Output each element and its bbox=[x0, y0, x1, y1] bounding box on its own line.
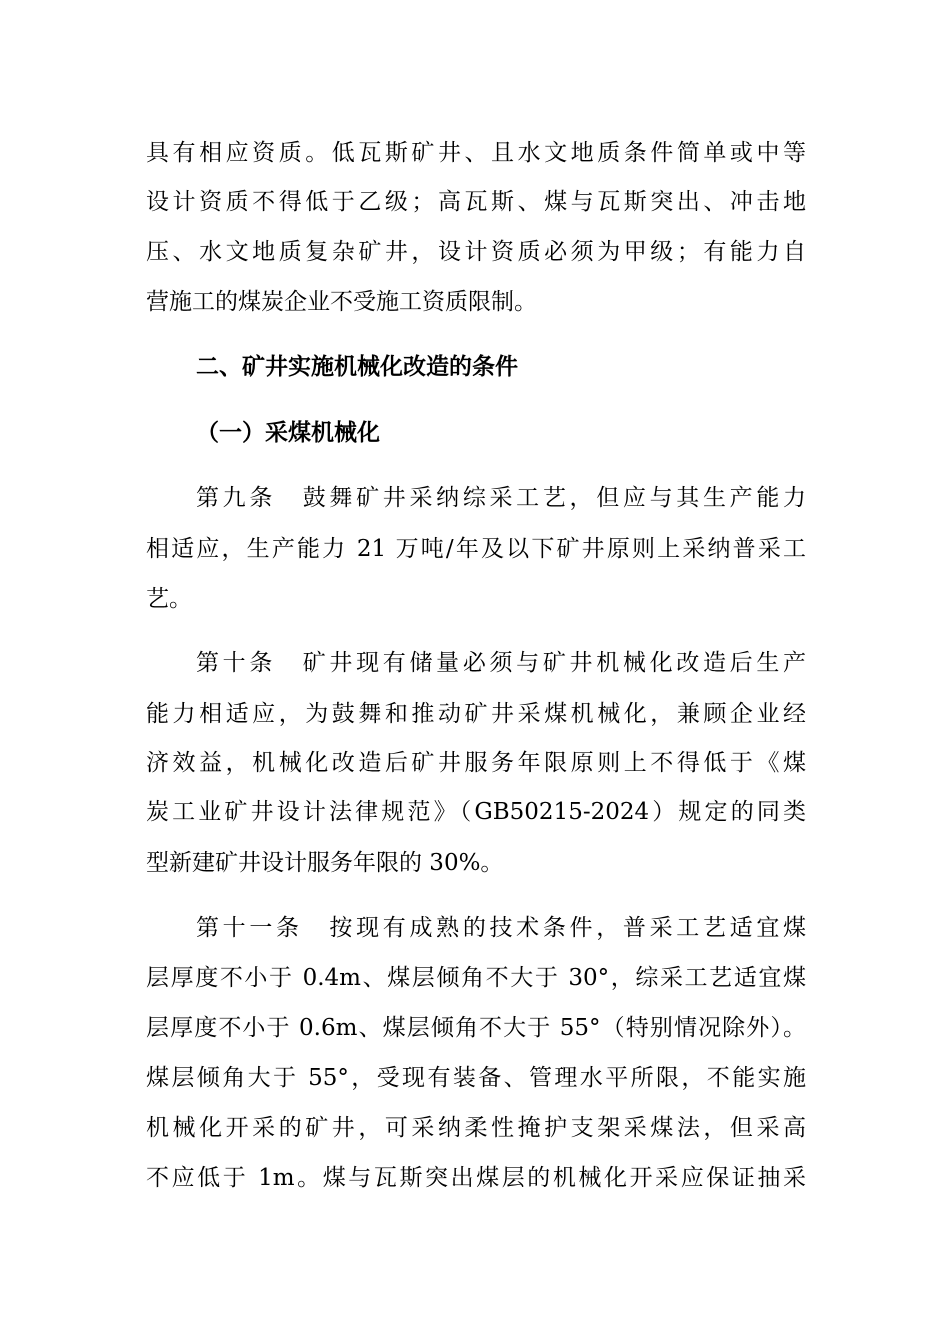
text-line: 第九条 鼓舞矿井采纳综采工艺，但应与其生产能力 bbox=[196, 485, 806, 511]
text-line: 具有相应资质。低瓦斯矿井、且水文地质条件简单或中等 bbox=[146, 140, 806, 166]
text-line: 能力相适应，为鼓舞和推动矿井采煤机械化，兼顾企业经 bbox=[146, 701, 806, 727]
text-line: 层厚度不小于 0.4m、煤层倾角不大于 30°，综采工艺适宜煤 bbox=[146, 965, 806, 991]
text-line: 型新建矿井设计服务年限的 30%。 bbox=[146, 850, 504, 876]
text-line: 机械化开采的矿井，可采纳柔性掩护支架采煤法，但采高 bbox=[146, 1115, 806, 1141]
text-line: 第十条 矿井现有储量必须与矿井机械化改造后生产 bbox=[196, 650, 806, 676]
text-line: 营施工的煤炭企业不受施工资质限制。 bbox=[146, 289, 537, 315]
text-line: 不应低于 1m。煤与瓦斯突出煤层的机械化开采应保证抽采 bbox=[146, 1165, 806, 1191]
text-line: 煤层倾角大于 55°，受现有装备、管理水平所限，不能实施 bbox=[146, 1065, 806, 1091]
text-line: 相适应，生产能力 21 万吨/年及以下矿井原则上采纳普采工 bbox=[146, 536, 806, 562]
text-line: 炭工业矿井设计法律规范》（GB50215-2024）规定的同类 bbox=[146, 799, 806, 825]
text-line: 设计资质不得低于乙级；高瓦斯、煤与瓦斯突出、冲击地 bbox=[146, 189, 806, 215]
text-line: 济效益，机械化改造后矿井服务年限原则上不得低于《煤 bbox=[146, 750, 806, 776]
text-line: 艺。 bbox=[146, 586, 192, 612]
text-line: 压、水文地质复杂矿井，设计资质必须为甲级；有能力自 bbox=[146, 239, 806, 265]
text-line: 层厚度不小于 0.6m、煤层倾角不大于 55°（特别情况除外）。 bbox=[146, 1015, 806, 1041]
text-line: 第十一条 按现有成熟的技术条件，普采工艺适宜煤 bbox=[196, 915, 806, 941]
subsection-heading: （一）采煤机械化 bbox=[196, 420, 380, 446]
section-heading: 二、矿井实施机械化改造的条件 bbox=[196, 354, 518, 380]
